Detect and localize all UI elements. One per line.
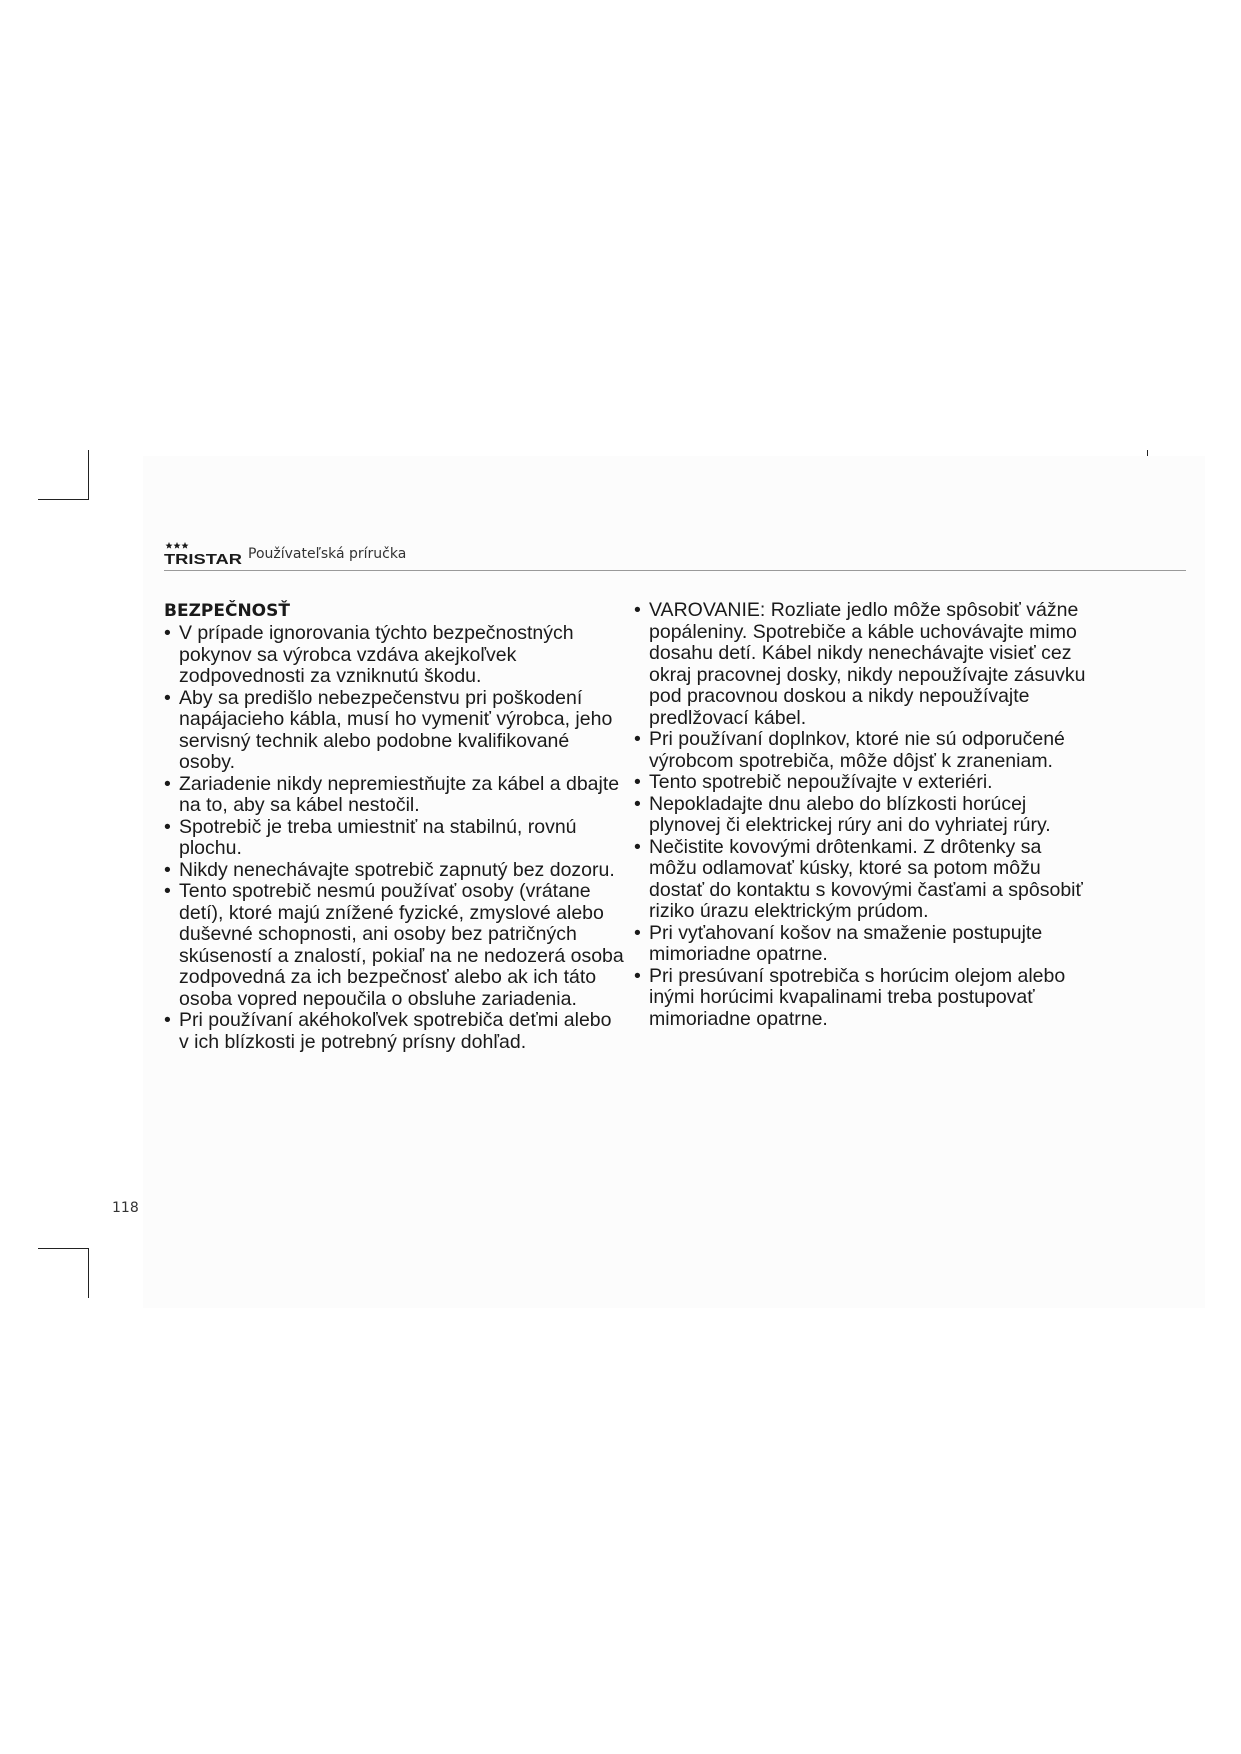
safety-list-left (164, 623, 624, 1053)
tristar-logo (164, 540, 242, 566)
crop-mark-top-left-v (88, 450, 89, 500)
list-item: • VAROVANIE: Rozliate jedlo môže spôsobiť vážne popáleniny. Spotrebiče a káble uchovávajte mimo dosahu detí. Kábel nikdy nenechávajte visieť cez okraj pracovnej dosky, nikdy nepoužívajte zásuvku pod pracovnou doskou a nikdy nepoužívajte predlžovací kábel. (634, 600, 1094, 729)
list-item: • V prípade ignorovania týchto bezpečnostných pokynov sa výrobca vzdáva akejkoľvek zodpovednosti za vzniknutú škodu. (164, 623, 624, 688)
crop-mark-bottom-left-v (88, 1248, 89, 1298)
tristar-logo-text: TRISTAR (164, 551, 242, 566)
left-column (164, 600, 624, 1053)
list-item: • Nepokladajte dnu alebo do blízkosti horúcej plynovej či elektrickej rúry ani do vyhriatej rúry. (634, 794, 1094, 837)
list-item: • Spotrebič je treba umiestniť na stabilnú, rovnú plochu. (164, 817, 624, 860)
list-item: • Pri používaní akéhokoľvek spotrebiča deťmi alebo v ich blízkosti je potrebný prísny dohľad. (164, 1010, 624, 1053)
manual-title: Používateľská príručka (248, 546, 407, 562)
crop-mark-top-left-h (38, 499, 89, 500)
list-item: • Tento spotrebič nepoužívajte v exteriéri. (634, 772, 1094, 794)
list-item: • Pri vyťahovaní košov na smaženie postupujte mimoriadne opatrne. (634, 923, 1094, 966)
page-number: 118 (112, 1200, 139, 1216)
list-item: • Nečistite kovovými drôtenkami. Z drôtenky sa môžu odlamovať kúsky, ktoré sa potom môžu dostať do kontaktu s kovovými časťami a spôsobiť riziko úrazu elektrickým prúdom. (634, 837, 1094, 923)
crop-mark-bottom-left-h (38, 1248, 89, 1249)
list-item: • Nikdy nenechávajte spotrebič zapnutý bez dozoru. (164, 860, 624, 882)
page-header (164, 540, 1186, 571)
section-heading: BEZPEČNOSŤ (164, 601, 290, 621)
list-item: • Tento spotrebič nesmú používať osoby (vrátane detí), ktoré majú znížené fyzické, zmyslové alebo duševné schopnosti, ani osoby bez patričných skúseností a znalostí, pokiaľ na ne nedozerá osoba zodpovedná za ich bezpečnosť alebo ak ich táto osoba vopred nepoučila o obsluhe zariadenia. (164, 881, 624, 1010)
list-item: • Pri používaní doplnkov, ktoré nie sú odporučené výrobcom spotrebiča, môže dôjsť k zraneniam. (634, 729, 1094, 772)
list-item: • Pri presúvaní spotrebiča s horúcim olejom alebo inými horúcimi kvapalinami treba postupovať mimoriadne opatrne. (634, 966, 1094, 1031)
right-column (634, 600, 1094, 1030)
list-item: • Aby sa predišlo nebezpečenstvu pri poškodení napájacieho kábla, musí ho vymeniť výrobca, jeho servisný technik alebo podobne kvalifikované osoby. (164, 688, 624, 774)
list-item: • Zariadenie nikdy nepremiestňujte za kábel a dbajte na to, aby sa kábel nestočil. (164, 774, 624, 817)
safety-list-right (634, 600, 1094, 1030)
